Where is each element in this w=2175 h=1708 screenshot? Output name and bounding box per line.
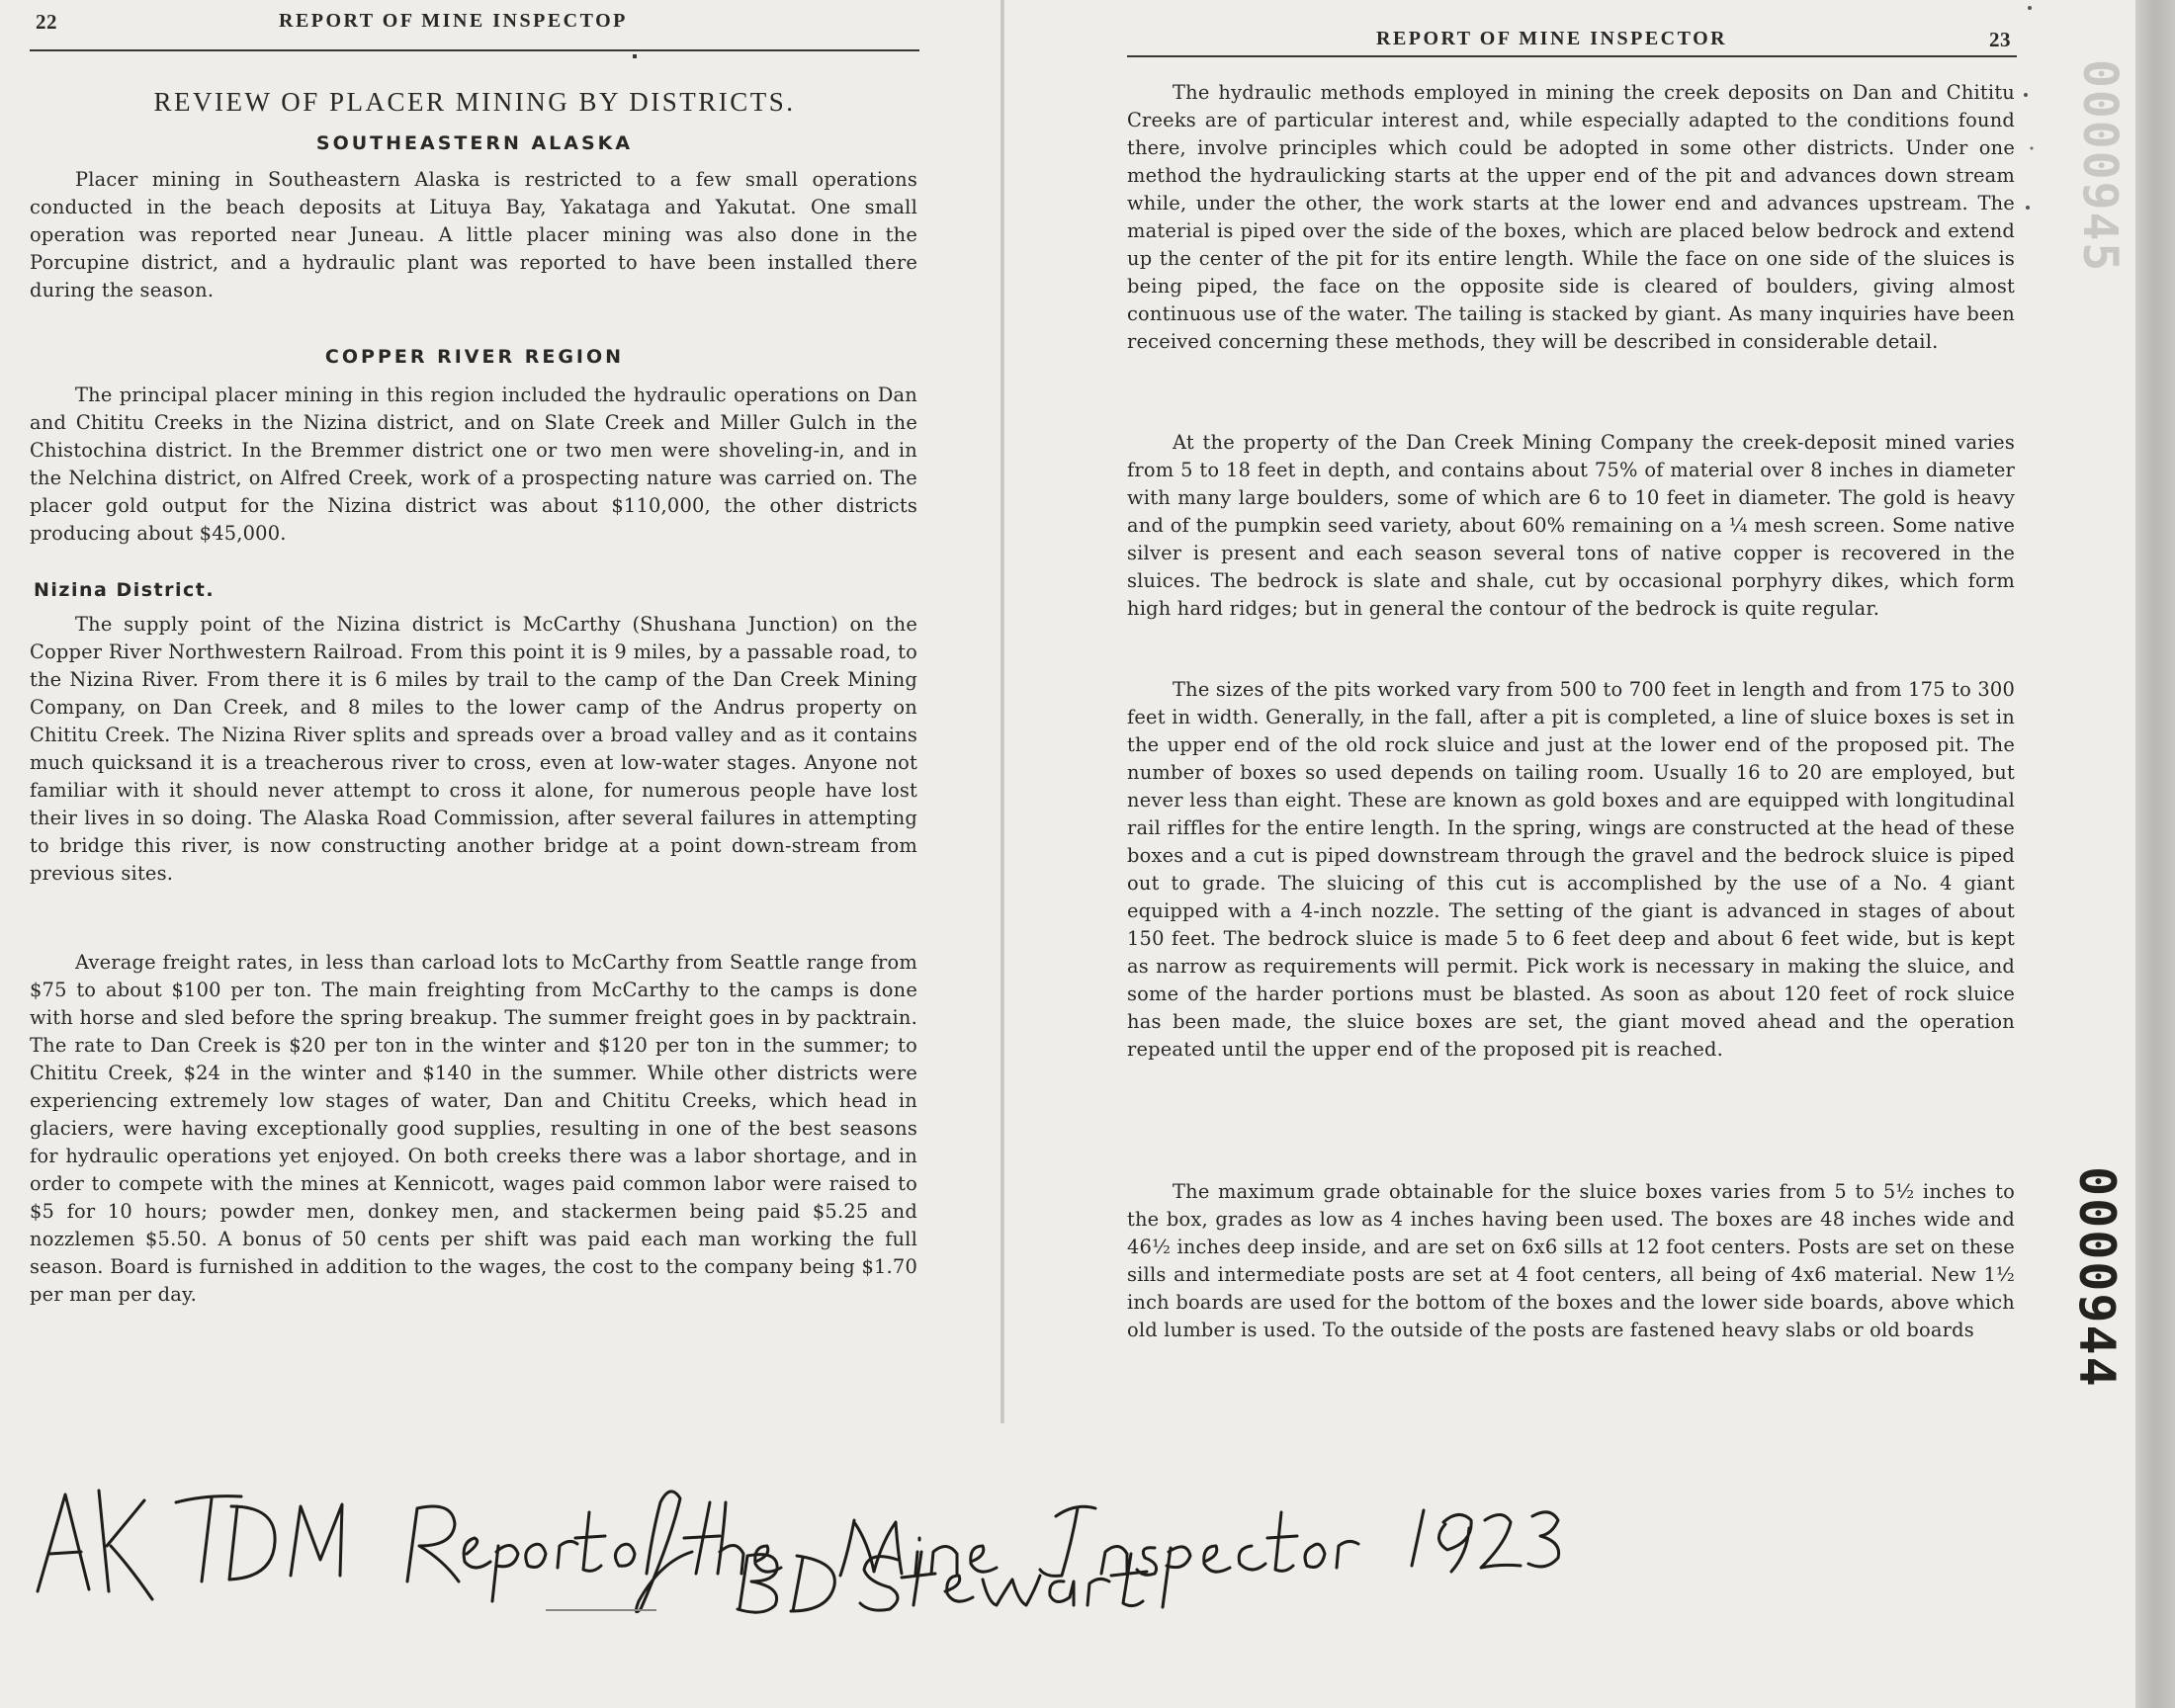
faint-stamp-digits: 0000945 [2072,59,2128,274]
paragraph-sluice-grade: The maximum grade obtainable for the sluice boxes varies from 5 to 5½ inches to the box, grades as low as 4 inches having been used. The boxes are 48 inches wide and 46½ inches deep inside, and are set on 6x6 sills at 12 foot centers. Posts are set on these sills and intermediate posts are set at 4 foot centers, all being of 4x6 material. New 1½ inch boards are used for the bottom of the boxes and the lower side boards, above which old lumber is used. To the outside of the posts are fastened heavy slabs or old boards [1127,1180,2015,1341]
left-running-header [30,10,919,51]
right-running-header [1127,16,2017,57]
paragraph-nizina-supply: The supply point of the Nizina district is McCarthy (Shushana Junction) on the Copper River Northwestern Railroad. From this point it is 9 miles, by a passable road, to the Nizina River. From there it is 6 miles by trail to the camp of the Dan Creek Mining Company, on Dan Creek, and 8 miles to the lower camp of the Andrus property on Chititu Creek. The Nizina River splits and spreads over a broad valley and as it contains much quicksand it is a treacherous river to cross, even at low-water stages. Anyone not familiar with it should never attempt to cross it alone, for numerous people have lost their lives in so doing. The Alaska Road Commission, after several failures in attempting to bridge this river, is now constructing another bridge at a point down-stream from previous sites. [30,613,917,885]
section-heading-copper-river: COPPER RIVER REGION [324,346,625,368]
scan-edge-shadow [2135,0,2175,1708]
subheading-nizina-district: Nizina District. [34,579,216,601]
paragraph-pit-sizes: The sizes of the pits worked vary from 500 to 700 feet in length and from 175 to 300 feet in width. Generally, in the fall, after a pit is completed, a line of sluice boxes is set in the upper end of the old rock sluice and just at the lower end of the proposed pit. The number of boxes so used depends on tailing room. Usually 16 to 20 are employed, but never less than eight. These are known as gold boxes and are equipped with longitudinal rail riffles for the entire length. In the spring, wings are constructed at the head of these boxes and a cut is piped downstream through the gravel and the bedrock sluice is piped out to grade. The sluicing of this cut is accomplished by the use of a No. 4 giant equipped with a 4-inch nozzle. The setting of the giant is advanced in stages of about 150 feet. The bedrock sluice is made 5 to 6 feet deep and about 6 feet wide, but is kept as narrow as requirements will permit. Pick work is necessary in making the sluice, and some of the harder portions must be blasted. As soon as about 120 feet of rock sluice has been made, the sluice boxes are set, the giant moved ahead and the operation repeated until the upper end of the proposed pit is reached. [1127,678,2015,1061]
left-page-number: 22 [36,10,57,34]
right-running-head-title: REPORT OF MINE INSPECTOR [1376,28,1728,49]
paragraph-dan-creek-property: At the property of the Dan Creek Mining Company the creek-deposit mined varies from 5 to 18 feet in depth, and contains about 75% of material over 8 inches in diameter with many large boulders, some of which are 6 to 10 feet in diameter. The gold is heavy and of the pumpkin seed variety, about 60% remaining on a ¼ mesh screen. Some native silver is present and each season several tons of native copper is recovered in the sluices. The bedrock is slate and shale, cut by occasional porphyry dikes, which form high hard ridges; but in general the contour of the bedrock is quite regular. [1127,431,2015,620]
paragraph-copper-river: The principal placer mining in this region included the hydraulic operations on Dan and Chititu Creeks in the Nizina district, and on Slate Creek and Miller Gulch in the Chistochina district. In the Bremmer district one or two men were shoveling-in, and in the Nelchina district, on Alfred Creek, work of a prospecting nature was carried on. The placer gold output for the Nizina district was about $110,000, the other districts producing about $45,000. [30,384,917,545]
section-heading-southeastern-alaska: SOUTHEASTERN ALASKA [315,132,634,154]
header-tick-mark [633,54,637,58]
edge-marks [2012,0,2042,217]
paragraph-freight-rates: Average freight rates, in less than carload lots to McCarthy from Seattle range from $75 to about $100 per ton. The main freighting from McCarthy to the camps is done with horse and sled before the spring breakup. The summer freight goes in by packtrain. The rate to Dan Creek is $20 per ton in the winter and $120 per ton in the summer; to Chititu Creek, $24 in the winter and $140 in the summer. While other districts were experiencing extremely low stages of water, Dan and Chititu Creeks, which head in glaciers, were having exceptionally good supplies, resulting in one of the best seasons for hydraulic operations yet enjoyed. On both creeks there was a labor shortage, and in order to compete with the mines at Kennicott, wages paid common labor were raised to $5 for 10 hours; powder men, donkey men, and stackermen being paid $5.25 and nozzlemen $5.50. A bonus of 50 cents per shift was paid each man working the full season. Board is furnished in addition to the wages, the cost to the company being $1.70 per man per day. [30,951,917,1306]
page-title: REVIEW OF PLACER MINING BY DISTRICTS. [153,87,796,117]
archive-stamp-number [2068,1166,2133,1394]
handwritten-annotation [28,1443,1610,1621]
right-page-number: 23 [1989,28,2011,51]
paragraph-southeastern-alaska: Placer mining in Southeastern Alaska is restricted to a few small operations conducted in the beach deposits at Lituya Bay, Yakataga and Yakutat. One small operation was reported near Juneau. A little placer mining was also done in the Porcupine district, and a hydraulic plant was reported to have been installed there during the season. [30,168,917,301]
faint-stamp-number [2072,59,2135,316]
paragraph-hydraulic-methods: The hydraulic methods employed in mining the creek deposits on Dan and Chititu Creeks are of particular interest and, while especially adapted to the conditions found there, involve principles which could be adopted in some other districts. Under one method the hydraulicking starts at the upper end of the pit and advances down stream while, under the other, the work starts at the lower end and advances upstream. The material is piped over the side of the boxes, which are placed below bedrock and extend up the center of the pit for its entire length. While the face on one side of the sluices is being piped, the face on the opposite side is cleared of boulders, giving almost continuous use of the water. The tailing is stacked by giant. As many inquiries have been received concerning these methods, they will be described in considerable detail. [1127,81,2015,353]
archive-stamp-digits: 0000944 [2068,1166,2126,1389]
pencil-rule-mark [546,1609,656,1611]
page-gutter [1000,0,1004,1423]
left-running-head-title: REPORT OF MINE INSPECTOP [279,10,628,32]
